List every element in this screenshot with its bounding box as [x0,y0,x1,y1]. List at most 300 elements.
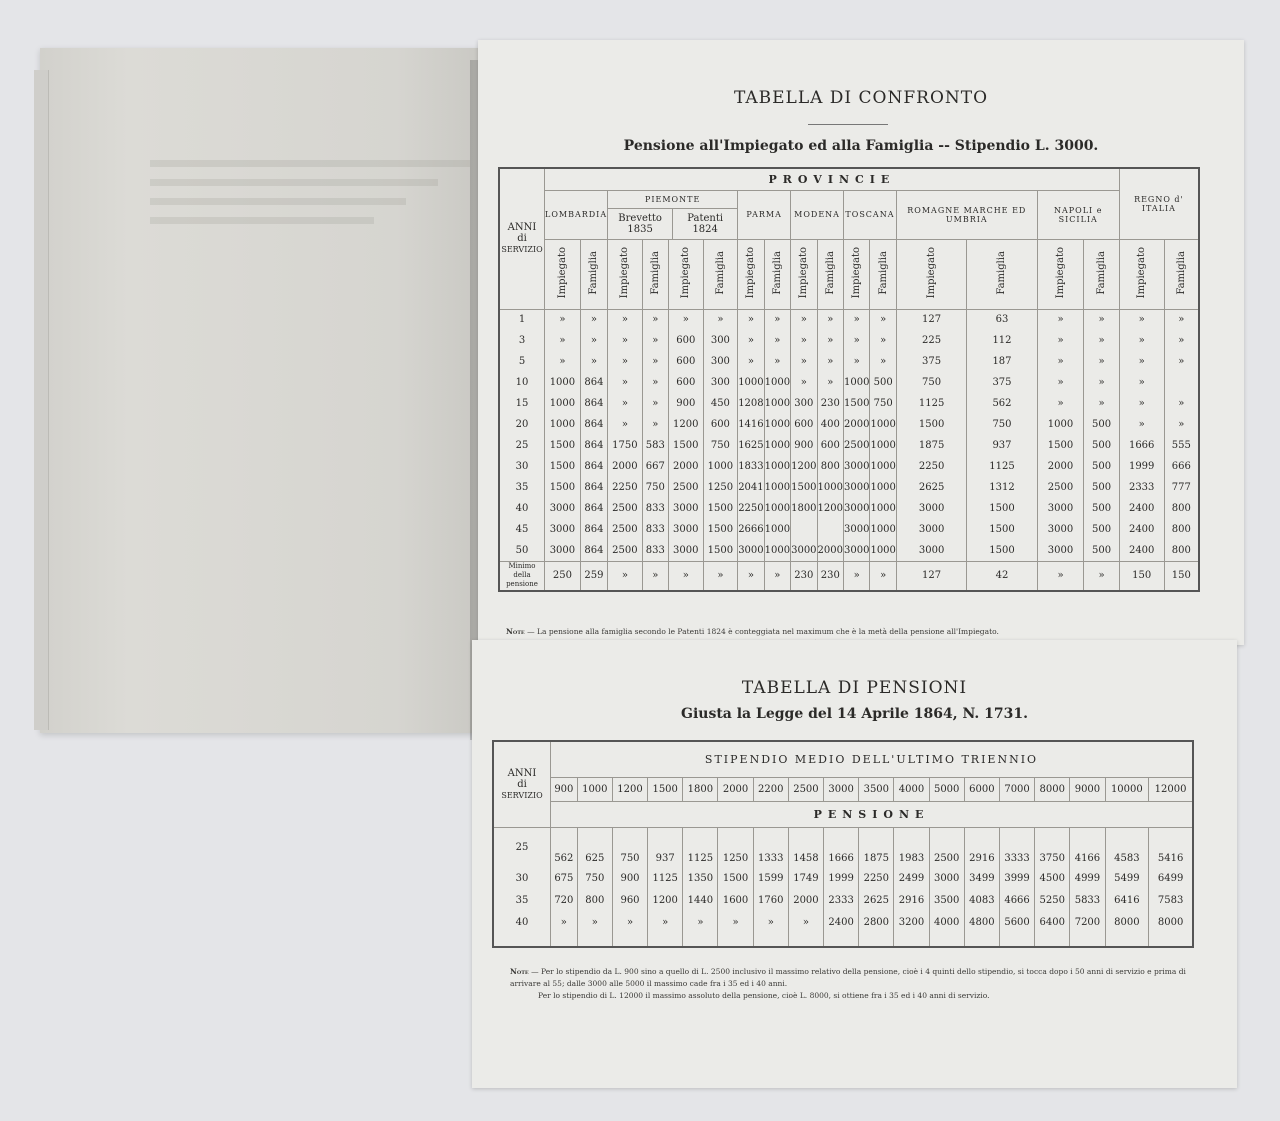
stipendio-value: 2000 [718,777,753,801]
data-cell: » [580,309,607,330]
col-impiegato [545,239,581,309]
pensione-value: 2916 [964,827,999,867]
data-cell: 864 [580,414,607,435]
pensione-value: 8000 [1105,911,1149,933]
data-cell: » [738,351,764,372]
di-label: di [517,233,527,245]
piemonte-sub-label: Brevetto 1835 [608,209,673,239]
data-cell: » [1037,372,1084,393]
col-impiegato [668,239,703,309]
pensione-value: 3200 [894,911,929,933]
data-cell: 500 [1084,540,1119,561]
stipendio-value: 1500 [648,777,683,801]
group-header: PARMA [738,190,791,239]
data-cell: 1500 [545,435,581,456]
minimo-value: » [642,561,668,591]
stipendio-value: 5000 [929,777,964,801]
data-cell: 500 [1084,477,1119,498]
data-cell: 1000 [1037,414,1084,435]
data-cell: » [668,309,703,330]
data-cell: 1500 [791,477,817,498]
pensione-value: 1666 [824,827,859,867]
data-cell: 1000 [738,372,764,393]
data-cell: 3000 [668,519,703,540]
minimo-value: » [608,561,643,591]
column-label: Impiegato [798,246,810,299]
data-cell: » [1084,330,1119,351]
column-label: Famiglia [771,250,783,295]
data-cell: 750 [703,435,738,456]
stipendio-value: 2200 [753,777,788,801]
data-cell: 750 [896,372,966,393]
data-cell: » [764,351,790,372]
data-cell: 3000 [545,519,581,540]
pensione-value: 3333 [999,827,1034,867]
data-cell: 500 [870,372,896,393]
minimo-value: » [668,561,703,591]
data-cell: 500 [1084,456,1119,477]
data-cell: 864 [580,477,607,498]
data-cell: » [642,330,668,351]
data-cell: 300 [703,330,738,351]
anni-value: 50 [499,540,545,561]
data-cell: » [545,309,581,330]
pensione-value: 3000 [929,867,964,889]
data-cell: 2625 [896,477,966,498]
pensione-value: 4000 [929,911,964,933]
data-cell: 1000 [764,540,790,561]
pensione-value: 6400 [1035,911,1070,933]
data-cell: 1833 [738,456,764,477]
data-cell: 1000 [764,477,790,498]
data-cell: » [817,372,843,393]
data-cell: » [791,309,817,330]
data-cell: 1000 [764,519,790,540]
anni-value: 25 [499,435,545,456]
data-cell: 1000 [764,393,790,414]
data-cell: 864 [580,540,607,561]
data-cell: 666 [1164,456,1199,477]
col-impiegato [791,239,817,309]
table-row [499,477,1199,498]
left-book-page [40,48,485,733]
data-cell: 2400 [1119,519,1164,540]
pensione-value: 1458 [788,827,823,867]
anni-value: 35 [493,889,551,911]
data-cell: 1000 [764,498,790,519]
spacer-cell [824,933,859,947]
table2-subtitle: Giusta la Legge del 14 Aprile 1864, N. 1731. [680,706,1028,722]
spacer-cell [612,933,647,947]
column-label: Famiglia [1175,250,1187,295]
group-piemonte [608,190,738,239]
data-cell: 500 [1084,414,1119,435]
data-cell: 2500 [608,519,643,540]
data-cell: 1000 [870,498,896,519]
data-cell: 1000 [870,435,896,456]
title-rule [808,124,888,125]
pensione-value: 2916 [894,889,929,911]
column-label: Famiglia [1096,250,1108,295]
anni-value: 1 [499,309,545,330]
spacer-cell [1035,933,1070,947]
bleed-through-text [150,148,470,236]
data-cell: » [817,330,843,351]
data-cell: 450 [703,393,738,414]
data-cell: 3000 [844,540,870,561]
data-cell: 3000 [844,519,870,540]
data-cell: 230 [817,393,843,414]
stipendio-value: 1000 [577,777,612,801]
table-row [493,889,1193,911]
col-impiegato [608,239,643,309]
stipendio-value: 2500 [788,777,823,801]
column-label: Famiglia [649,250,661,295]
data-cell: 1000 [844,372,870,393]
table-row [493,911,1193,933]
data-cell [791,519,817,540]
data-cell: 3000 [738,540,764,561]
data-cell: 1666 [1119,435,1164,456]
data-cell: » [764,309,790,330]
data-cell: 1500 [896,414,966,435]
spacer-cell [683,933,718,947]
table1-title: TABELLA DI CONFRONTO [733,88,989,108]
anni-value: 35 [499,477,545,498]
pensione-value: 2250 [859,867,894,889]
spacer-cell [929,933,964,947]
column-label: Famiglia [824,250,836,295]
pensione-value: 7583 [1149,889,1193,911]
data-cell: 800 [1164,540,1199,561]
col-impiegato [1037,239,1084,309]
data-cell: » [817,309,843,330]
regno-header: REGNO d' ITALIA [1119,168,1199,239]
data-cell: » [870,330,896,351]
data-cell: 300 [791,393,817,414]
table1-note1: — La pensione alla famiglia secondo le Patenti 1824 è conteggiata nel maximum che è la metà della pensione all'Impiegato. [527,627,999,636]
data-cell: 1500 [703,498,738,519]
page-edges [34,70,49,730]
table-row [499,372,1199,393]
table-row [499,435,1199,456]
data-cell: 900 [791,435,817,456]
data-cell: 1000 [545,393,581,414]
stipendio-value: 3000 [824,777,859,801]
minimo-value: 259 [580,561,607,591]
data-cell: 1000 [545,372,581,393]
pensione-value: 3500 [929,889,964,911]
data-cell: 3000 [844,498,870,519]
table2-notes [510,966,1200,1002]
col-famiglia [580,239,607,309]
data-cell: 1000 [545,414,581,435]
data-cell: 667 [642,456,668,477]
data-cell: » [703,309,738,330]
data-cell: 2000 [608,456,643,477]
spacer-cell [894,933,929,947]
data-cell: 3000 [668,540,703,561]
data-cell: 1000 [870,414,896,435]
data-cell: 1000 [870,540,896,561]
spacer-row [493,933,1193,947]
column-label: Impiegato [926,246,938,299]
data-cell: 1250 [703,477,738,498]
data-cell: 750 [870,393,896,414]
pensione-value: 1500 [718,867,753,889]
pensione-value: 1875 [859,827,894,867]
minimo-row [499,561,1199,591]
data-cell [817,519,843,540]
anni-value: 25 [493,827,551,867]
data-cell: » [608,393,643,414]
data-cell: » [1037,351,1084,372]
pensione-value: 2800 [859,911,894,933]
stipendio-value: 4000 [894,777,929,801]
table2-grid [492,740,1194,948]
stipendio-value: 9000 [1070,777,1105,801]
data-cell: » [642,309,668,330]
servizio-label: SERVIZIO [501,790,543,800]
data-cell: 2400 [1119,498,1164,519]
data-cell: » [642,393,668,414]
data-cell: » [870,309,896,330]
data-cell: 375 [896,351,966,372]
data-cell: 864 [580,456,607,477]
pensione-value: 750 [612,827,647,867]
data-cell: 1416 [738,414,764,435]
pensione-value: 625 [577,827,612,867]
data-cell: » [1084,309,1119,330]
pensione-value: 562 [551,827,578,867]
data-cell: 2000 [668,456,703,477]
data-cell: 600 [668,330,703,351]
table1-subtitle: Pensione all'Impiegato ed alla Famiglia -- Stipendio L. 3000. [623,138,1099,154]
data-cell: 63 [967,309,1037,330]
data-cell: 583 [642,435,668,456]
pensione-value: 4999 [1070,867,1105,889]
data-cell: 3000 [545,498,581,519]
anni-value: 40 [493,911,551,933]
data-cell: » [1084,393,1119,414]
table2-title: TABELLA DI PENSIONI [741,678,968,698]
data-cell: » [1037,393,1084,414]
minimo-value: 230 [817,561,843,591]
data-cell: » [608,330,643,351]
minimo-value: » [764,561,790,591]
anni-value: 20 [499,414,545,435]
data-cell: » [791,351,817,372]
data-cell: 375 [967,372,1037,393]
di-label: di [517,778,527,790]
data-cell: 1000 [764,456,790,477]
table-row [493,867,1193,889]
pensione-value: » [577,911,612,933]
table-row [499,498,1199,519]
pensione-value: » [683,911,718,933]
data-cell: 2041 [738,477,764,498]
table1-sheet [478,40,1244,645]
data-cell: 600 [817,435,843,456]
data-cell: » [545,351,581,372]
pensione-value: 1200 [648,889,683,911]
pensione-value: 1333 [753,827,788,867]
note-label: Note [506,627,525,636]
data-cell: 500 [1084,435,1119,456]
pensione-value: 1125 [648,867,683,889]
pensione-value: 5833 [1070,889,1105,911]
provincie-header: PROVINCIE [545,168,1120,190]
pensione-value: 1599 [753,867,788,889]
data-cell: 1000 [764,372,790,393]
col-famiglia [642,239,668,309]
table-row [499,519,1199,540]
data-cell: 2500 [608,540,643,561]
data-cell: 3000 [844,456,870,477]
pensione-value: 1250 [718,827,753,867]
data-cell [1164,372,1199,393]
stipendio-value: 12000 [1149,777,1193,801]
data-cell: 3000 [545,540,581,561]
pensione-value: 2499 [894,867,929,889]
col-impiegato [844,239,870,309]
data-cell: 1875 [896,435,966,456]
spacer-cell [1070,933,1105,947]
data-cell: 555 [1164,435,1199,456]
data-cell: 2400 [1119,540,1164,561]
data-cell: » [1119,393,1164,414]
data-cell: 1000 [870,477,896,498]
data-cell: 1625 [738,435,764,456]
pensione-value: 3999 [999,867,1034,889]
pensione-value: 2625 [859,889,894,911]
minimo-value: » [703,561,738,591]
pensione-value: 1600 [718,889,753,911]
group-header: TOSCANA [844,190,897,239]
pensione-value: 4500 [1035,867,1070,889]
pensione-value: 8000 [1149,911,1193,933]
data-cell: » [791,330,817,351]
spacer-cell [718,933,753,947]
anni-header [499,168,545,309]
stipendio-value: 7000 [999,777,1034,801]
minimo-value: » [844,561,870,591]
table1-subheader-row [499,239,1199,309]
stipendio-value: 3500 [859,777,894,801]
table-row [499,330,1199,351]
data-cell: 864 [580,498,607,519]
pensione-value: 4666 [999,889,1034,911]
data-cell: 1000 [764,435,790,456]
group-label-piemonte: PIEMONTE [608,191,737,209]
data-cell: » [1037,330,1084,351]
data-cell: » [738,330,764,351]
data-cell: » [608,414,643,435]
spacer-cell [551,933,578,947]
data-cell: » [1119,351,1164,372]
data-cell: 1999 [1119,456,1164,477]
table2-sheet [472,640,1237,1088]
data-cell: 900 [668,393,703,414]
data-cell: 1500 [545,456,581,477]
stipendio-value: 1800 [683,777,718,801]
data-cell: » [642,414,668,435]
column-label: Famiglia [877,250,889,295]
data-cell: 1312 [967,477,1037,498]
col-famiglia [817,239,843,309]
data-cell: » [580,351,607,372]
pensione-value: 2000 [788,889,823,911]
data-cell: » [1164,309,1199,330]
stipendio-value: 1200 [612,777,647,801]
pensione-value: 5499 [1105,867,1149,889]
data-cell: 127 [896,309,966,330]
data-cell: 1500 [1037,435,1084,456]
col-famiglia [1084,239,1119,309]
data-cell: » [642,372,668,393]
data-cell: 777 [1164,477,1199,498]
pensione-value: 3750 [1035,827,1070,867]
spacer-cell [999,933,1034,947]
pensione-value: » [718,911,753,933]
pensione-value: 6416 [1105,889,1149,911]
data-cell: 750 [642,477,668,498]
data-cell: 1000 [817,477,843,498]
spacer-cell [493,933,551,947]
data-cell: 3000 [1037,519,1084,540]
pensione-value: 1999 [824,867,859,889]
data-cell: 225 [896,330,966,351]
pensione-value: 2333 [824,889,859,911]
pensione-header-row [493,801,1193,827]
column-label: Impiegato [1136,246,1148,299]
data-cell: 2250 [608,477,643,498]
data-cell: » [1037,309,1084,330]
pensione-value: » [648,911,683,933]
spacer-cell [964,933,999,947]
data-cell: 800 [1164,519,1199,540]
pensione-value: 750 [577,867,612,889]
group-header: ROMAGNE MARCHE ED UMBRIA [896,190,1037,239]
minimo-value: » [870,561,896,591]
pensione-value: 3499 [964,867,999,889]
column-label: Famiglia [714,250,726,295]
data-cell: 3000 [844,477,870,498]
data-cell: 1208 [738,393,764,414]
spacer-cell [859,933,894,947]
pensione-value: 960 [612,889,647,911]
data-cell: 2666 [738,519,764,540]
data-cell: 1000 [764,414,790,435]
data-cell: 1500 [967,498,1037,519]
servizio-label: SERVIZIO [501,245,543,255]
anni-label: ANNI [507,767,537,779]
table1-header-row [499,168,1199,190]
data-cell: 1500 [967,540,1037,561]
data-cell: 1500 [967,519,1037,540]
minimo-value: » [1084,561,1119,591]
pensione-value: 1983 [894,827,929,867]
data-cell: » [764,330,790,351]
data-cell: » [791,372,817,393]
table-row [499,414,1199,435]
anni-value: 30 [493,867,551,889]
data-cell: 1200 [791,456,817,477]
data-cell: 600 [791,414,817,435]
table-row [499,309,1199,330]
data-cell: 2000 [817,540,843,561]
data-cell: » [1164,393,1199,414]
